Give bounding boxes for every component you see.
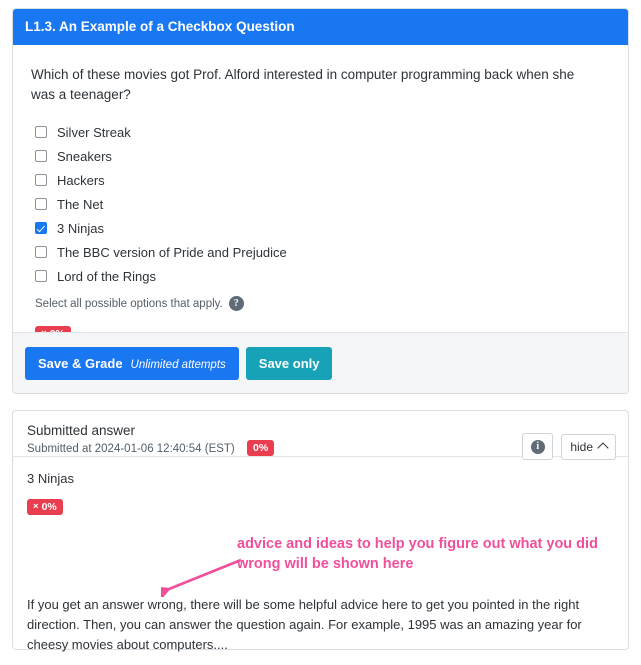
annotation-text: advice and ideas to help you figure out what you did wrong will be shown here xyxy=(237,536,598,572)
checkbox-option-silver-streak[interactable] xyxy=(35,120,610,144)
checkbox-icon[interactable] xyxy=(35,126,47,138)
checkbox-option-label: Lord of the Rings xyxy=(57,268,157,284)
question-card-header: L1.3. An Example of a Checkbox Question xyxy=(13,9,628,45)
question-mark-icon[interactable]: ? xyxy=(229,296,244,311)
submitted-answer-badge-wrap xyxy=(27,496,614,515)
checkbox-option-3-ninjas[interactable] xyxy=(35,216,610,240)
checkbox-option-list xyxy=(35,120,610,288)
question-card-body xyxy=(13,45,628,350)
submitted-answer-value: 3 Ninjas xyxy=(27,471,74,486)
hide-button-label: hide xyxy=(570,439,593,454)
checkbox-option-sneakers[interactable] xyxy=(35,144,610,168)
info-icon: i xyxy=(531,440,545,454)
checkbox-icon[interactable] xyxy=(35,246,47,258)
question-card-footer xyxy=(13,332,628,393)
status-badge-answer-score-label: 0% xyxy=(41,500,57,513)
submitted-answer-card xyxy=(12,410,629,653)
checkbox-option-the-net[interactable] xyxy=(35,192,610,216)
checkbox-icon[interactable] xyxy=(35,198,47,210)
checkbox-option-label: The BBC version of Pride and Prejudice xyxy=(57,244,287,260)
attempts-label: Unlimited attempts xyxy=(130,358,226,371)
save-only-label: Save only xyxy=(258,355,320,371)
submitted-answer-body xyxy=(13,457,628,653)
submitted-answer-controls xyxy=(522,433,616,460)
submitted-answer-title: Submitted answer xyxy=(27,423,136,438)
checkbox-icon[interactable] xyxy=(35,174,47,186)
checkbox-option-label: Hackers xyxy=(57,172,105,188)
submitted-score-badge: 0% xyxy=(247,440,274,456)
info-button[interactable] xyxy=(522,433,553,460)
checkbox-option-label: Silver Streak xyxy=(57,124,131,140)
checkbox-option-label: The Net xyxy=(57,196,104,212)
cross-icon: × xyxy=(33,501,39,512)
question-hint-text: Select all possible options that apply. xyxy=(35,297,223,310)
feedback-text: If you get an answer wrong, there will be some helpful advice here to get you pointed in the right direction. Then, you can answer the question again. For example, 1995 was an amazing year for cheesy movies about computers.... xyxy=(27,597,582,653)
checkbox-option-hackers[interactable] xyxy=(35,168,610,192)
checkbox-option-label: 3 Ninjas xyxy=(57,220,104,236)
checkbox-option-label: Sneakers xyxy=(57,148,112,164)
save-only-button[interactable] xyxy=(246,347,333,380)
question-hint xyxy=(35,296,610,311)
status-badge-answer-score xyxy=(27,499,63,515)
checkbox-option-pride-and-prejudice[interactable] xyxy=(35,240,610,264)
checkbox-icon-checked[interactable] xyxy=(35,222,47,234)
question-prompt: Which of these movies got Prof. Alford interested in computer programming back when she was a teenager? xyxy=(31,66,575,103)
checkbox-option-lord-of-the-rings[interactable] xyxy=(35,264,610,288)
chevron-up-icon xyxy=(597,442,608,453)
annotation-arrow-icon xyxy=(161,557,245,597)
submitted-answer-header xyxy=(13,411,628,457)
checkbox-icon[interactable] xyxy=(35,150,47,162)
question-card xyxy=(12,8,629,394)
save-and-grade-button[interactable] xyxy=(25,347,239,380)
save-and-grade-label: Save & Grade xyxy=(38,355,123,371)
hide-button[interactable] xyxy=(561,434,616,460)
checkbox-icon[interactable] xyxy=(35,270,47,282)
submitted-timestamp: Submitted at 2024-01-06 12:40:54 (EST) xyxy=(27,443,235,455)
